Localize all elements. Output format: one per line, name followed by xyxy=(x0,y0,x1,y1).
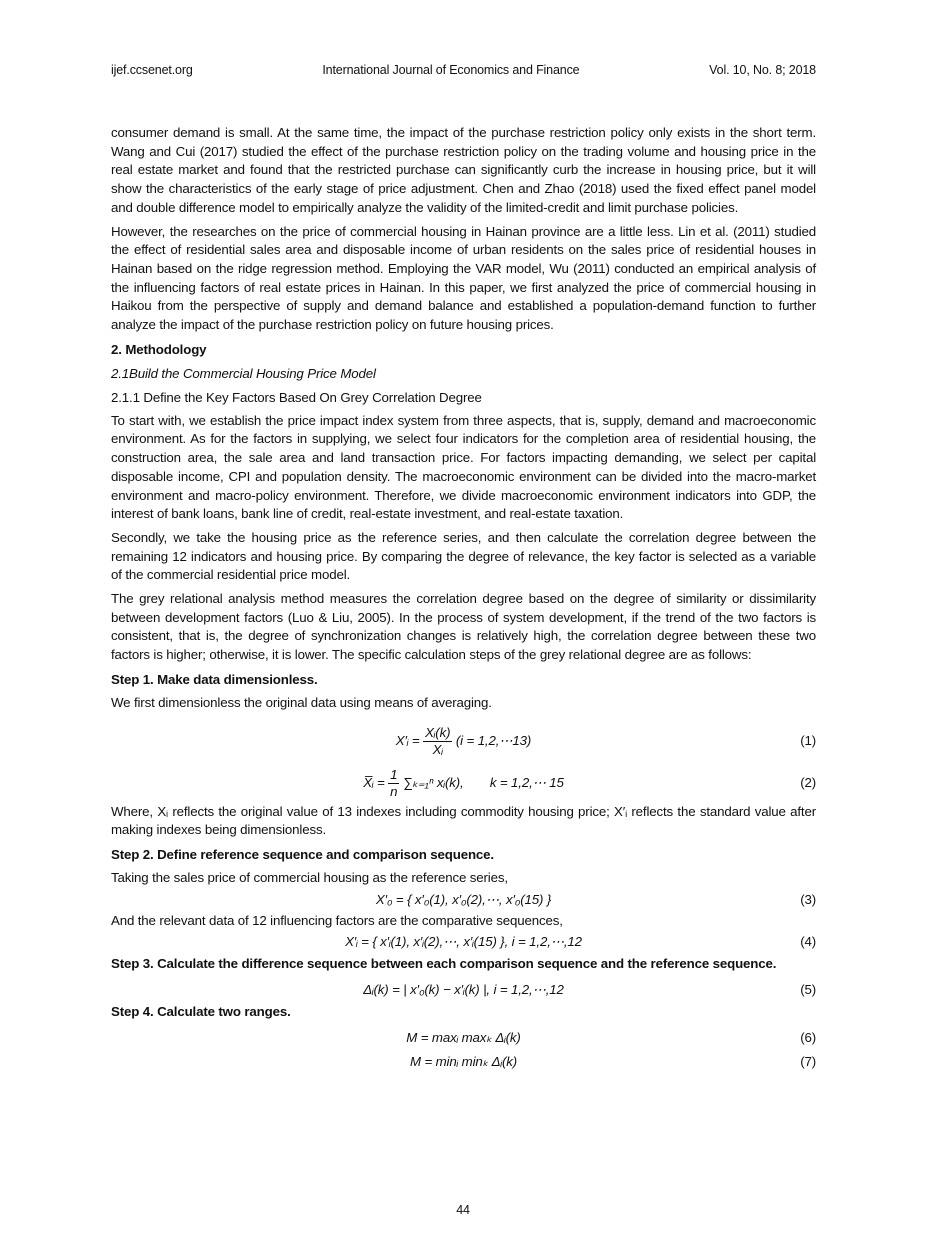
section-heading: 2. Methodology xyxy=(111,341,207,357)
step-heading: Step 3. Calculate the difference sequence between each comparison sequence and the reference sequence. xyxy=(111,956,777,972)
equation-number: (7) xyxy=(800,1054,816,1070)
equation-number: (6) xyxy=(800,1030,816,1046)
denominator: Xᵢ xyxy=(432,741,443,757)
running-header xyxy=(111,63,816,77)
paragraph: The grey relational analysis method measures the correlation degree based on the degree of similarity or dissimilarity between development factors (Luo & Liu, 2005). In the process of system development, if the trend of the two factors is consistent, that is, the degree of synchronization changes is relatively high, the correlation degree between these two factors is higher; otherwise, it is lower. The specific calculation steps of the grey relational degree are as follows: xyxy=(111,591,816,663)
body-text xyxy=(111,124,816,1074)
paragraph: To start with, we establish the price impact index system from three aspects, that is, supply, demand and macroeconomic environment. As for the factors in supplying, we select four indicators for the completion area of residential housing, the construction area, the sale area and land transaction price. For factors impacting demanding, we select per capital disposable income, CPI and population density. The macroeconomic environment can be divided into the macro-market environment and macro-policy environment. Therefore, we divide macroeconomic environment indicators into GDP, the interest of bank loans, bank line of credit, real-estate investment, and real-estate taxation. xyxy=(111,412,816,522)
paragraph: However, the researches on the price of commercial housing in Hainan province are a little less. Lin et al. (2011) studied the effect of residential sales area and disposable income of urban residents on the sales price of residential houses in Hainan based on the ridge regression method. Employing the VAR model, Wu (2011) conducted an empirical analysis of the influencing factors of real estate prices in Hainan. In this paper, we first analyzed the price of commercial housing in Haikou from the perspective of supply and demand balance and established a population-demand function to further analyze the impact of the purchase restriction policy on future housing prices. xyxy=(111,223,816,333)
equation-3 xyxy=(111,888,816,912)
step-heading: Step 1. Make data dimensionless. xyxy=(111,671,318,687)
journal-site: ijef.ccsenet.org xyxy=(111,63,193,77)
paragraph: consumer demand is small. At the same time, the impact of the purchase restriction policy only exists in the short term. Wang and Cui (2017) studied the effect of the purchase restriction policy on the trading volume and housing price in the real estate market and found that the restricted purchase can significantly curb the increase in housing price, but it will show the characteristics of the early stage of price adjustment. Chen and Zhao (2018) used the fixed effect panel model and double difference model to empirically analyze the validity of the limited-credit and limit purchase policies. xyxy=(111,125,816,215)
equation-7 xyxy=(111,1050,816,1074)
equation-number: (2) xyxy=(800,774,816,790)
equation-1 xyxy=(111,719,816,763)
equation-6 xyxy=(111,1026,816,1050)
numerator: 1 xyxy=(390,766,398,782)
numerator: Xᵢ(k) xyxy=(425,724,451,740)
paragraph: Where, Xᵢ reflects the original value of 13 indexes including commodity housing price; X′ᵢ reflects the standard value after making indexes being dimensionless. xyxy=(111,803,816,838)
paragraph: Taking the sales price of commercial housing as the reference series, xyxy=(111,869,508,885)
fraction xyxy=(423,725,452,758)
equation-number: (5) xyxy=(800,982,816,998)
eq-lhs: X̅ᵢ = xyxy=(363,774,385,790)
eq-body: X′₀ = { x′₀(1), x′₀(2),⋯, x′₀(15) } xyxy=(375,891,552,907)
eq-body: X′ᵢ = { x′ᵢ(1), x′ᵢ(2),⋯, x′ᵢ(15) }, i = 1,2,⋯,12 xyxy=(345,934,582,950)
eq-rest: (i = 1,2,⋯13) xyxy=(455,732,532,748)
eq-body: M = minᵢ minₖ Δᵢ(k) xyxy=(409,1054,518,1070)
step-heading: Step 4. Calculate two ranges. xyxy=(111,1004,291,1020)
denominator: n xyxy=(390,783,398,799)
eq-body: M = maxᵢ maxₖ Δᵢ(k) xyxy=(406,1030,521,1046)
equation-5 xyxy=(111,978,816,1002)
paragraph: We first dimensionless the original data using means of averaging. xyxy=(111,694,492,710)
equation-number: (3) xyxy=(800,891,816,907)
fraction xyxy=(388,767,399,800)
page-number: 44 xyxy=(456,1203,470,1217)
subsubsection-heading: 2.1.1 Define the Key Factors Based On Grey Correlation Degree xyxy=(111,389,482,405)
journal-title: International Journal of Economics and Finance xyxy=(322,63,580,77)
eq-body: Δᵢ(k) = | x′₀(k) − x′ᵢ(k) |, i = 1,2,⋯,12 xyxy=(363,982,564,998)
equation-number: (1) xyxy=(800,732,816,748)
eq-lhs: X′ᵢ = xyxy=(395,732,420,748)
equation-2 xyxy=(111,763,816,803)
paragraph: Secondly, we take the housing price as the reference series, and then calculate the correlation degree between the remaining 12 indicators and housing price. By comparing the degree of relevance, the key factor is selected as a variable of the commercial residential price model. xyxy=(111,529,816,583)
step-heading: Step 2. Define reference sequence and comparison sequence. xyxy=(111,846,494,862)
equation-number: (4) xyxy=(800,934,816,950)
subsection-heading: 2.1Build the Commercial Housing Price Model xyxy=(111,365,376,381)
volume-info: Vol. 10, No. 8; 2018 xyxy=(709,63,816,77)
eq-rest: ∑ₖ₌₁ⁿ xᵢ(k), k = 1,2,⋯ 15 xyxy=(402,774,564,790)
paragraph: And the relevant data of 12 influencing factors are the comparative sequences, xyxy=(111,912,563,928)
equation-4 xyxy=(111,930,816,954)
